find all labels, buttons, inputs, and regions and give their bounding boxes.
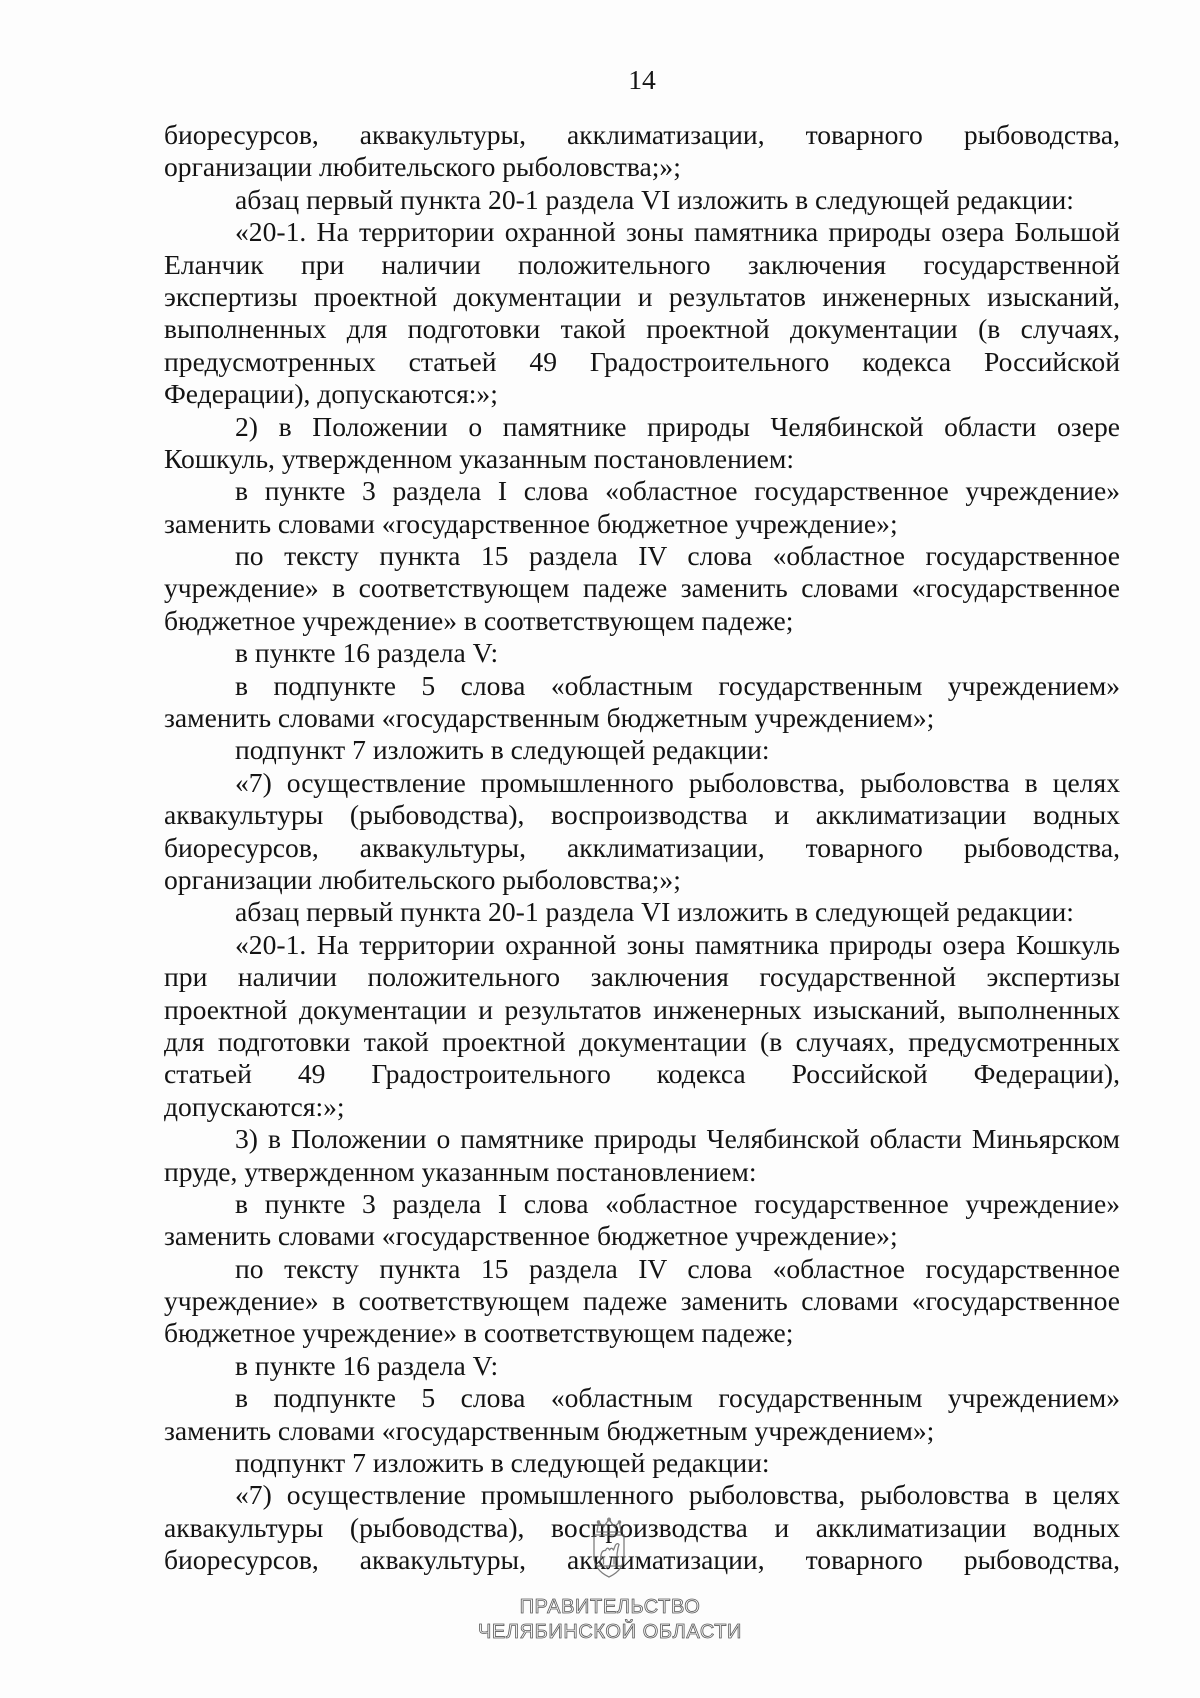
text-line: экспертизы проектной документации и результатов инженерных изысканий, xyxy=(164,280,1120,312)
coat-of-arms-icon xyxy=(589,1517,629,1579)
stamp-line-government: ПРАВИТЕЛЬСТВО xyxy=(519,1596,701,1618)
shield-shape xyxy=(594,1535,624,1577)
paragraph xyxy=(164,1253,1120,1350)
paragraph xyxy=(164,896,1120,928)
paragraph xyxy=(164,119,1120,184)
text-line: «20-1. На территории охранной зоны памятника природы озера Кошкуль xyxy=(235,928,1120,960)
text-line: бюджетное учреждение» в соответствующем падеже; xyxy=(164,1317,794,1349)
stamp-line-region: ЧЕЛЯБИНСКОЙ ОБЛАСТИ xyxy=(477,1621,743,1643)
text-line: пруде, утвержденном указанным постановлением: xyxy=(164,1155,757,1187)
paragraph xyxy=(164,184,1120,216)
text-line: учреждение» в соответствующем падеже заменить словами «государственное xyxy=(164,1285,1120,1317)
coat-of-arms-graphic xyxy=(589,1517,629,1579)
text-line: статьей 49 Градостроительного кодекса Российской Федерации), xyxy=(164,1058,1120,1090)
text-line: по тексту пункта 15 раздела IV слова «областное государственное xyxy=(235,540,1120,572)
text-line: учреждение» в соответствующем падеже заменить словами «государственное xyxy=(164,572,1120,604)
camel-shape xyxy=(600,1544,619,1564)
text-line: допускаются:»; xyxy=(164,1090,345,1122)
text-line: 3) в Положении о памятнике природы Челябинской области Миньярском xyxy=(235,1123,1120,1155)
text-line: в пункте 3 раздела I слова «областное государственное учреждение» xyxy=(235,1187,1120,1219)
text-line: в пункте 3 раздела I слова «областное государственное учреждение» xyxy=(235,475,1120,507)
paragraph xyxy=(164,1123,1120,1188)
paragraph xyxy=(164,929,1120,1123)
text-line: в пункте 16 раздела V: xyxy=(235,637,499,669)
text-line: «20-1. На территории охранной зоны памятника природы озера Большой xyxy=(235,216,1120,248)
text-line: для подготовки такой проектной документации (в случаях, предусмотренных xyxy=(164,1025,1120,1057)
text-line: в пункте 16 раздела V: xyxy=(235,1349,499,1381)
text-line: биоресурсов, аквакультуры, акклиматизации, товарного рыбоводства, xyxy=(164,119,1120,150)
text-line: 2) в Положении о памятнике природы Челябинской области озере xyxy=(235,410,1120,442)
text-line: «7) осуществление промышленного рыболовства, рыболовства в целях xyxy=(235,1479,1120,1511)
text-line: организации любительского рыболовства;»; xyxy=(164,863,681,895)
paragraph xyxy=(164,1382,1120,1447)
paragraph xyxy=(164,216,1120,410)
paragraph xyxy=(164,411,1120,476)
text-line: Кошкуль, утвержденном указанным постановлением: xyxy=(164,442,795,474)
paragraph xyxy=(164,767,1120,897)
text-line: бюджетное учреждение» в соответствующем падеже; xyxy=(164,604,794,636)
text-line: Еланчик при наличии положительного заключения государственной xyxy=(164,248,1120,280)
page-number: 14 xyxy=(628,64,656,95)
text-line: заменить словами «государственным бюджетным учреждением»; xyxy=(164,1414,935,1446)
text-line: абзац первый пункта 20-1 раздела VI изложить в следующей редакции: xyxy=(235,183,1074,215)
text-line: заменить словами «государственное бюджетное учреждение»; xyxy=(164,1220,898,1252)
text-line: подпункт 7 изложить в следующей редакции: xyxy=(235,734,770,766)
text-line: аквакультуры (рыбоводства), воспроизводства и акклиматизации водных xyxy=(164,799,1120,831)
paragraph xyxy=(164,1479,1120,1576)
text-line: предусмотренных статьей 49 Градостроительного кодекса Российской xyxy=(164,345,1120,377)
government-stamp xyxy=(460,1595,760,1645)
text-line: подпункт 7 изложить в следующей редакции: xyxy=(235,1447,770,1479)
text-line: биоресурсов, аквакультуры, акклиматизации, товарного рыбоводства, xyxy=(164,1544,1120,1576)
text-line: аквакультуры (рыбоводства), воспроизводства и акклиматизации водных xyxy=(164,1511,1120,1543)
text-line: «7) осуществление промышленного рыболовства, рыболовства в целях xyxy=(235,766,1120,798)
paragraph xyxy=(164,1350,1120,1382)
text-line: проектной документации и результатов инженерных изысканий, выполненных xyxy=(164,993,1120,1025)
paragraph xyxy=(164,475,1120,540)
paragraph xyxy=(164,734,1120,766)
paragraph xyxy=(164,637,1120,669)
text-line: в подпункте 5 слова «областным государственным учреждением» xyxy=(235,1382,1120,1414)
text-line: абзац первый пункта 20-1 раздела VI изложить в следующей редакции: xyxy=(235,896,1074,928)
text-line: заменить словами «государственным бюджетным учреждением»; xyxy=(164,702,935,734)
document-body xyxy=(164,119,1120,1577)
text-line: организации любительского рыболовства;»; xyxy=(164,151,681,183)
text-line: при наличии положительного заключения государственной экспертизы xyxy=(164,961,1120,993)
text-line: выполненных для подготовки такой проектной документации (в случаях, xyxy=(164,313,1120,345)
paragraph xyxy=(164,1447,1120,1479)
paragraph xyxy=(164,670,1120,735)
paragraph xyxy=(164,540,1120,637)
text-line: Федерации), допускаются:»; xyxy=(164,378,498,410)
text-line: биоресурсов, аквакультуры, акклиматизации, товарного рыбоводства, xyxy=(164,831,1120,863)
text-line: в подпункте 5 слова «областным государственным учреждением» xyxy=(235,669,1120,701)
paragraph xyxy=(164,1188,1120,1253)
text-line: по тексту пункта 15 раздела IV слова «областное государственное xyxy=(235,1252,1120,1284)
text-line: заменить словами «государственное бюджетное учреждение»; xyxy=(164,507,898,539)
